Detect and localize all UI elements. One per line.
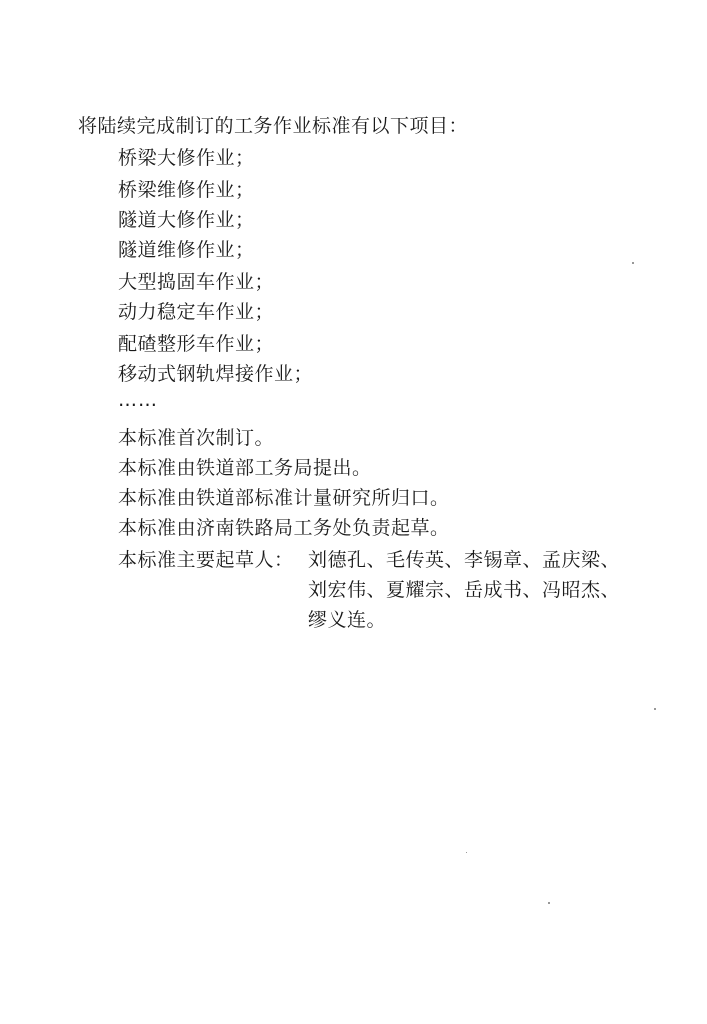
ellipsis: ……	[118, 389, 158, 411]
statement-proposed-by: 本标准由铁道部工务局提出。	[118, 457, 372, 479]
project-item: 桥梁维修作业；	[118, 179, 255, 201]
project-item: 大型捣固车作业；	[118, 271, 275, 293]
drafters-line: 刘德孔、毛传英、李锡章、孟庆梁、	[308, 549, 621, 571]
scan-speck	[632, 262, 634, 264]
intro-text: 将陆续完成制订的工务作业标准有以下项目：	[78, 115, 469, 137]
project-item: 动力稳定车作业；	[118, 301, 275, 323]
drafters-label: 本标准主要起草人：	[118, 549, 294, 571]
project-item: 配碴整形车作业；	[118, 333, 275, 355]
statement-drafted-by: 本标准由济南铁路局工务处负责起草。	[118, 517, 450, 539]
drafters-line: 刘宏伟、夏耀宗、岳成书、冯昭杰、	[308, 579, 621, 601]
scan-speck	[654, 708, 656, 710]
project-item: 桥梁大修作业；	[118, 147, 255, 169]
scan-speck	[548, 902, 550, 904]
scan-speck	[466, 852, 467, 853]
project-item: 隧道维修作业；	[118, 239, 255, 261]
statement-first-drafting: 本标准首次制订。	[118, 427, 275, 449]
statement-centralized-by: 本标准由铁道部标准计量研究所归口。	[118, 487, 450, 509]
drafters-line: 缪义连。	[308, 609, 387, 631]
project-item: 隧道大修作业；	[118, 209, 255, 231]
project-item: 移动式钢轨焊接作业；	[118, 363, 314, 385]
